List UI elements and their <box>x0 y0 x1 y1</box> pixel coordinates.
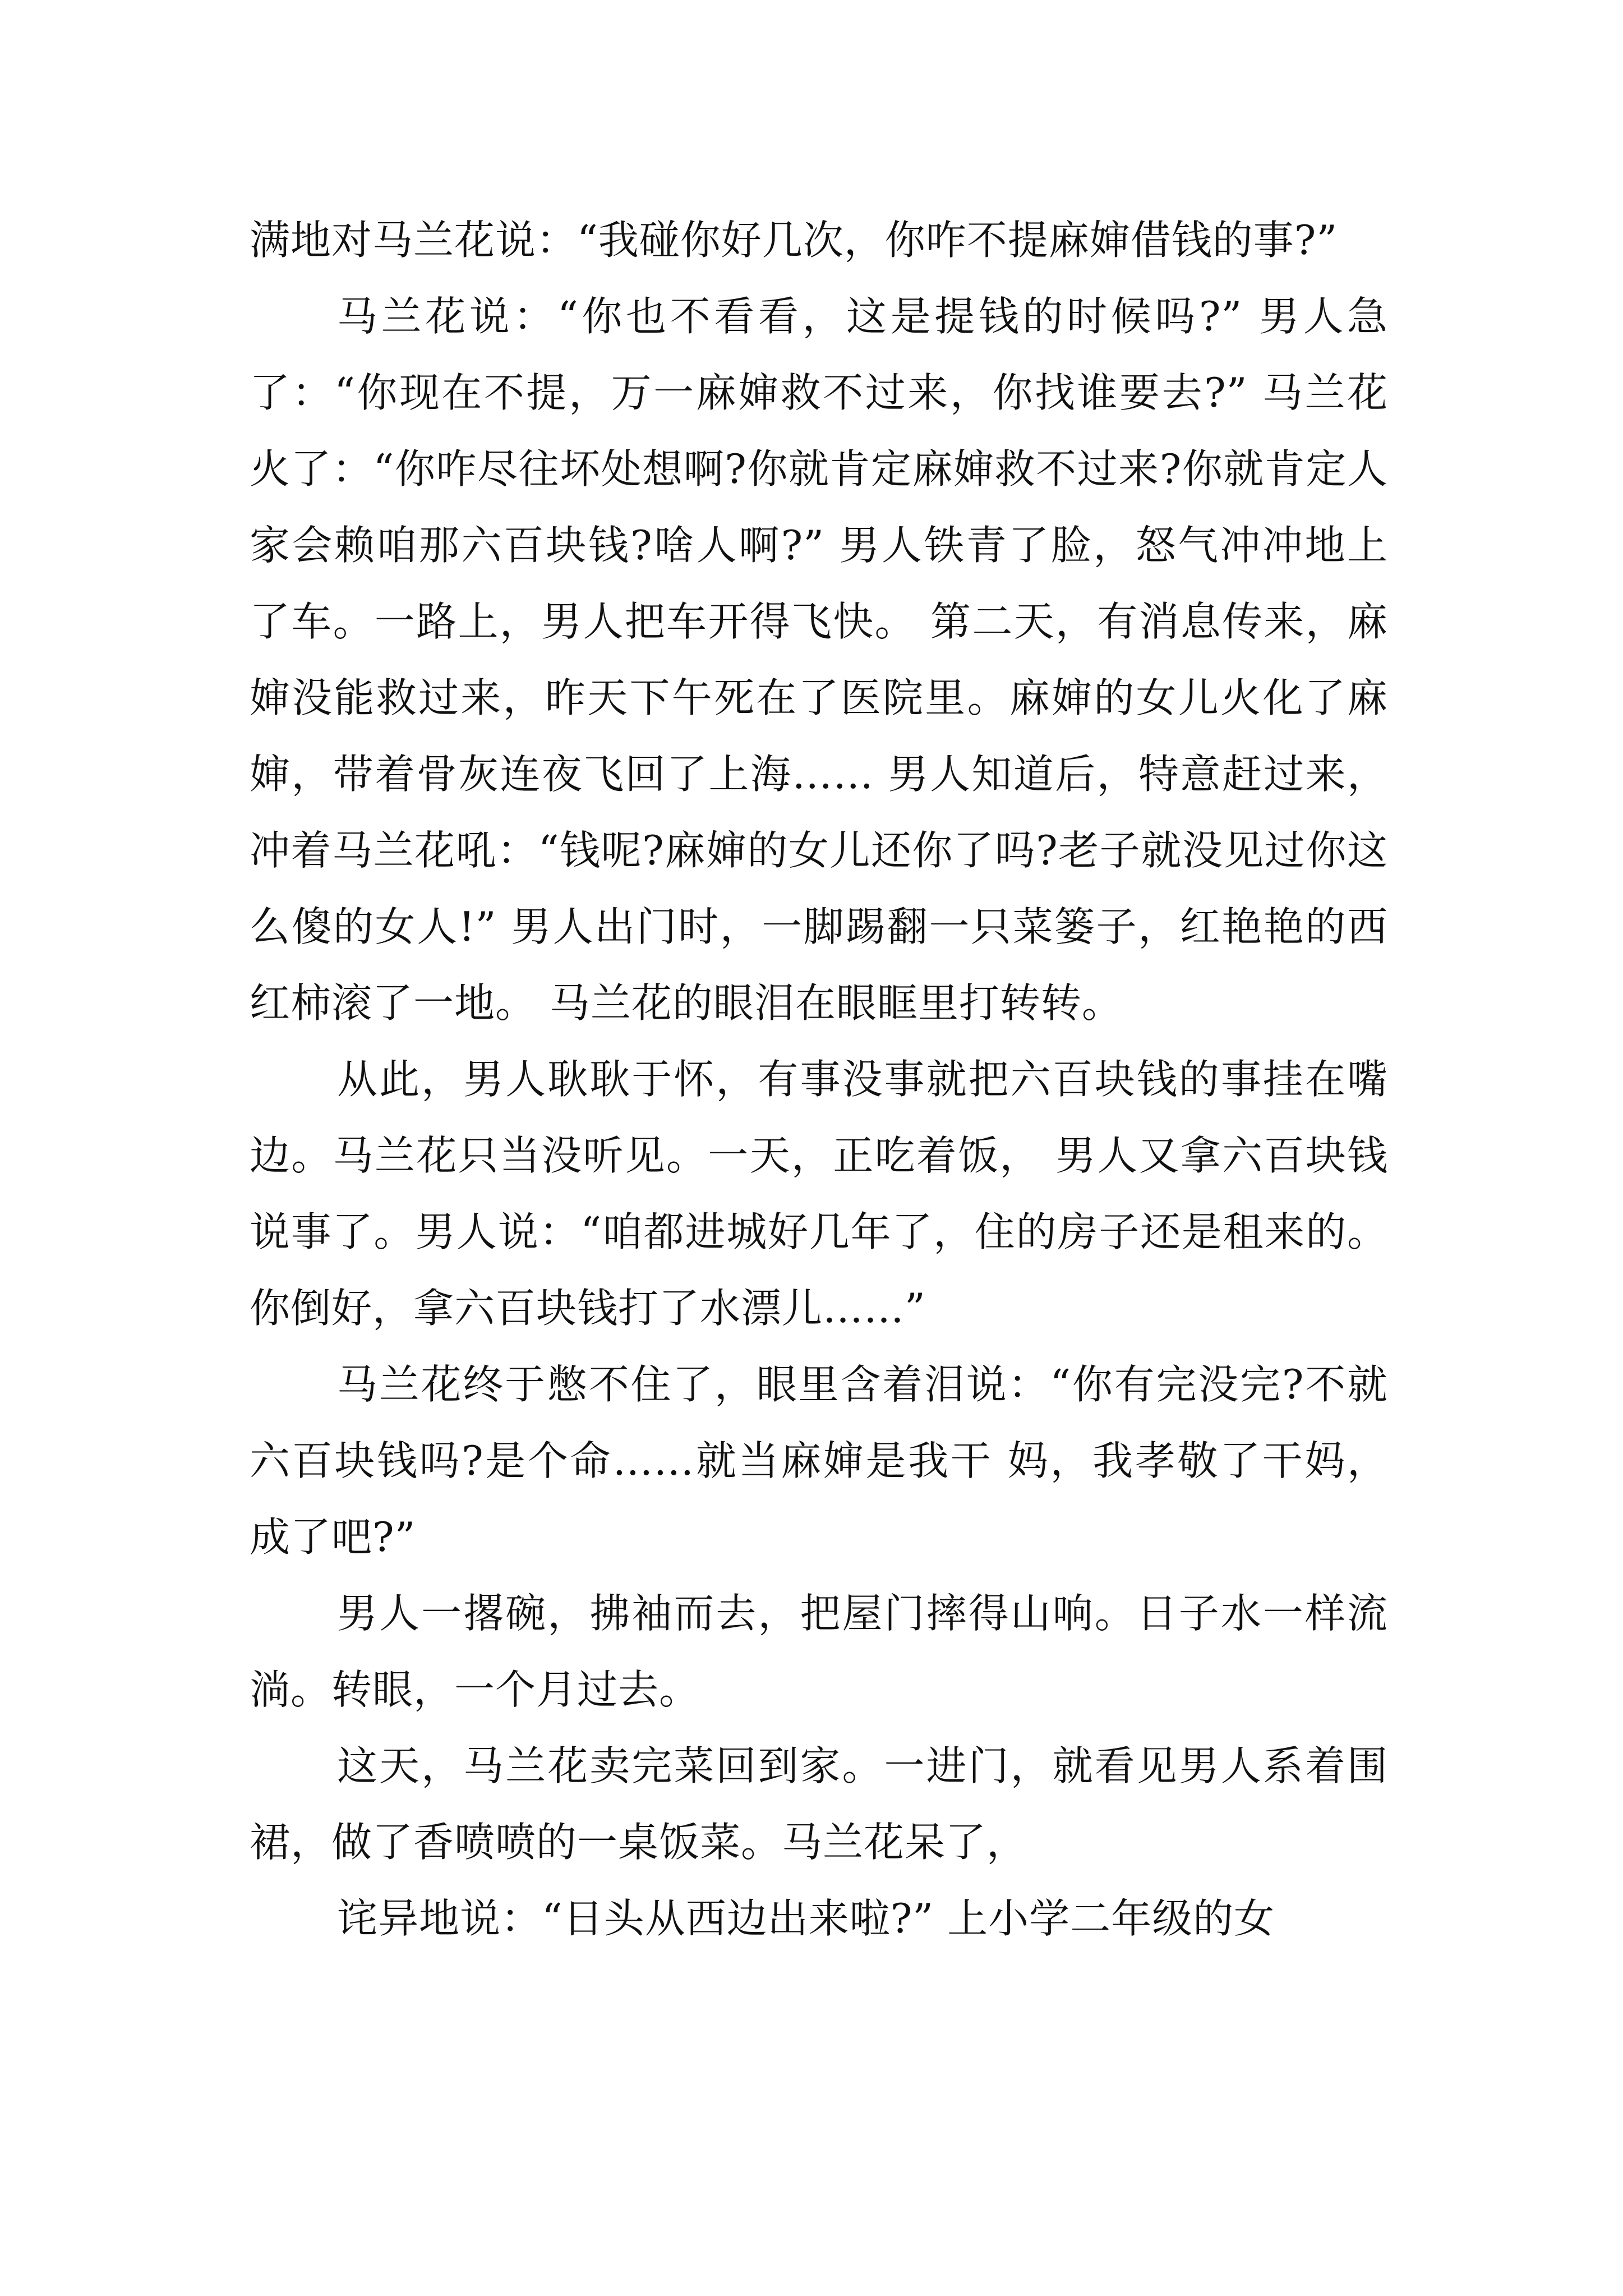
body-text <box>250 202 1388 1957</box>
paragraph-5: 男人一撂碗，拂袖而去，把屋门摔得山响。日子水一样流淌。转眼，一个月过去。 <box>250 1590 1388 1713</box>
paragraph-3: 从此，男人耿耿于怀，有事没事就把六百块钱的事挂在嘴边。马兰花只当没听见。一天，正吃着饭， 男人又拿六百块钱说事了。男人说：“咱都进城好几年了，住的房子还是租来的。你倒好，拿六百块钱打了水漂儿……” <box>250 1056 1388 1332</box>
paragraph-7: 诧异地说：“日头从西边出来啦?” 上小学二年级的女 <box>337 1895 1275 1942</box>
paragraph-6: 这天，马兰花卖完菜回到家。一进门，就看见男人系着围裙，做了香喷喷的一桌饭菜。马兰花呆了， <box>250 1742 1388 1866</box>
paragraph-1: 满地对马兰花说：“我碰你好几次，你咋不提麻婶借钱的事?” <box>250 217 1338 264</box>
paragraph-2: 马兰花说：“你也不看看，这是提钱的时候吗?” 男人急了：“你现在不提，万一麻婶救不过来，你找谁要去?” 马兰花火了：“你咋尽往坏处想啊?你就肯定麻婶救不过来?你就肯定人家会赖咱那六百块钱?啥人啊?” 男人铁青了脸，怒气冲冲地上了车。一路上，男人把车开得飞快。 第二天，有消息传来，麻婶没能救过来，昨天下午死在了医院里。麻婶的女儿火化了麻婶，带着骨灰连夜飞回了上海…… 男人知道后，特意赶过来，冲着马兰花吼：“钱呢?麻婶的女儿还你了吗?老子就没见过你这么傻的女人!” 男人出门时，一脚踢翻一只菜篓子，红艳艳的西红柿滚了一地。 马兰花的眼泪在眼眶里打转转。 <box>250 293 1388 1027</box>
paragraph-4: 马兰花终于憋不住了，眼里含着泪说：“你有完没完?不就六百块钱吗?是个命……就当麻婶是我干 妈，我孝敬了干妈，成了吧?” <box>250 1361 1388 1561</box>
